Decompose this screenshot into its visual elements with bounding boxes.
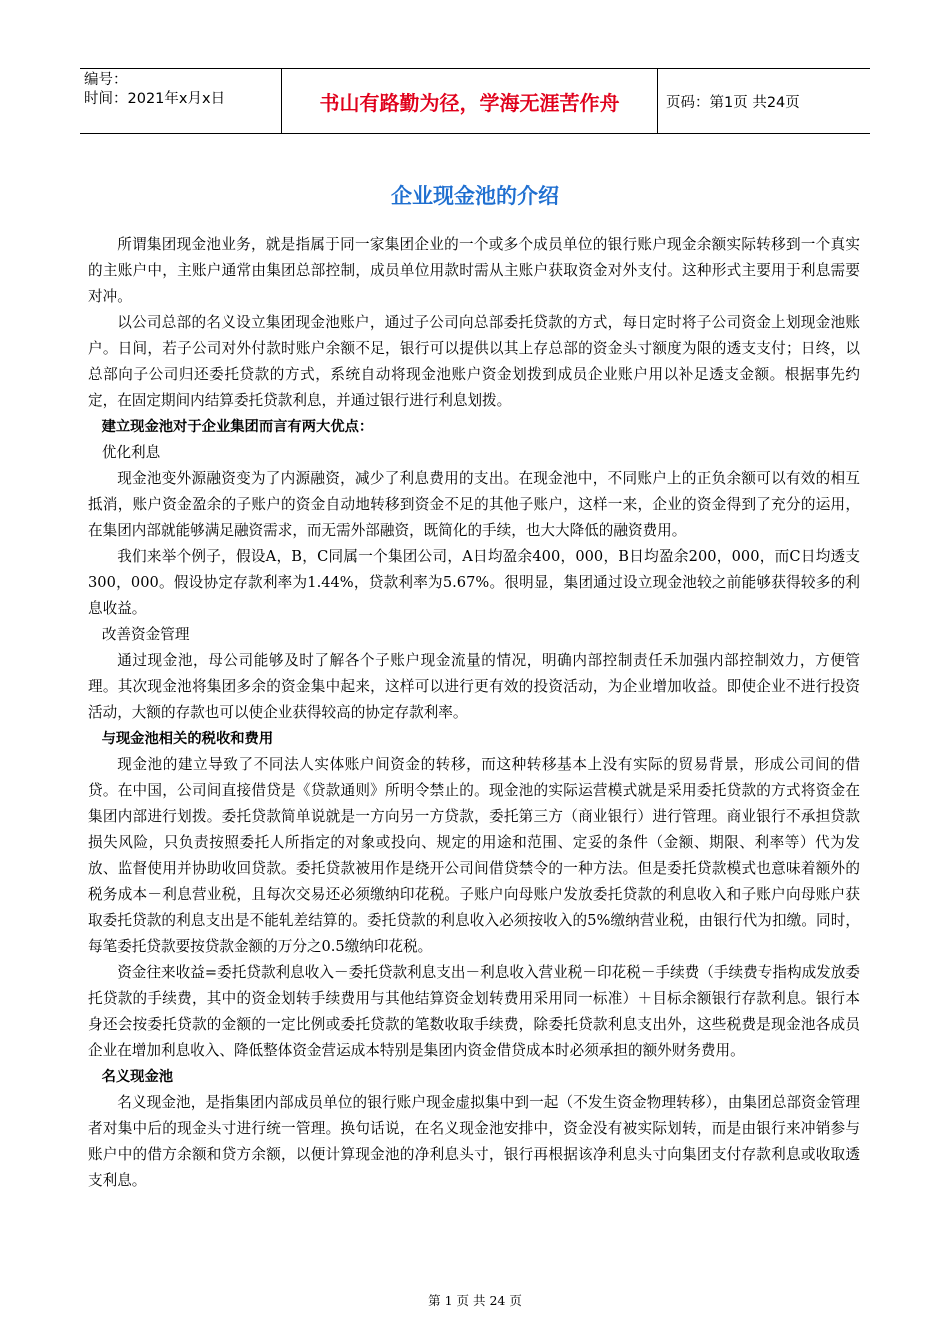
header-motto: 书山有路勤为径，学海无涯苦作舟 <box>282 69 658 133</box>
section-heading: 建立现金池对于企业集团而言有两大优点： <box>101 419 374 435</box>
paragraph: 名义现金池，是指集团内部成员单位的银行账户现金虚拟集中到一起（不发生资金物理转移），由集团总部资金管理者对集中后的现金头寸进行统一管理。换句话说，在名义现金池安排中，资金没有被实际划转，而是由银行来冲销参与账户中的借方余额和贷方余额，以便计算现金池的净利息头寸，银行再根据该净利息头寸向集团支付存款利息或收取透支利息。 <box>88 1094 860 1189</box>
document-title: 企业现金池的介绍 <box>391 184 559 208</box>
document-time-label: 时间：2021年x月x日 <box>84 91 226 107</box>
paragraph: 现金池变外源融资变为了内源融资，减少了利息费用的支出。在现金池中，不同账户上的正负余额可以有效的相互抵消，账户资金盈余的子账户的资金自动地转移到资金不足的其他子账户，这样一来，企业的资金得到了充分的运用，在集团内部就能够满足融资需求，而无需外部融资，既简化的手续，也大大降低的融资费用。 <box>88 470 860 539</box>
paragraph: 所谓集团现金池业务，就是指属于同一家集团企业的一个或多个成员单位的银行账户现金余额实际转移到一个真实的主账户中，主账户通常由集团总部控制，成员单位用款时需从主账户获取资金对外支付。这种形式主要用于利息需要对冲。 <box>88 236 860 305</box>
section-heading: 名义现金池 <box>101 1069 174 1085</box>
document-number-label: 编号： <box>84 72 128 88</box>
paragraph: 我们来举个例子，假设A，B，C同属一个集团公司，A日均盈余400，000，B日均盈余200，000，而C日均透支300，000。假设协定存款利率为1.44%，贷款利率为5.67%。很明显，集团通过设立现金池较之前能够获得较多的利息收益。 <box>88 548 860 617</box>
subsection-label: 改善资金管理 <box>101 626 190 643</box>
paragraph: 资金往来收益=委托贷款利息收入－委托贷款利息支出－利息收入营业税－印花税－手续费（手续费专指构成发放委托贷款的手续费，其中的资金划转手续费用与其他结算资金划转费用采用同一标准）＋目标余额银行存款利息。银行本身还会按委托贷款的金额的一定比例或委托贷款的笔数收取手续费，除委托贷款利息支出外，这些税费是现金池各成员企业在增加利息收入、降低整体资金营运成本特别是集团内资金借贷成本时必须承担的额外财务费用。 <box>88 964 860 1059</box>
paragraph: 现金池的建立导致了不同法人实体账户间资金的转移，而这种转移基本上没有实际的贸易背景，形成公司间的借贷。在中国，公司间直接借贷是《贷款通则》所明令禁止的。现金池的实际运营模式就是采用委托贷款的方式将资金在集团内部进行划拨。委托贷款简单说就是一方向另一方贷款，委托第三方（商业银行）进行管理。商业银行不承担贷款损失风险，只负责按照委托人所指定的对象或投向、规定的用途和范围、定妥的条件（金额、期限、利率等）代为发放、监督使用并协助收回贷款。委托贷款被用作是绕开公司间借贷禁令的一种方法。但是委托贷款模式也意味着额外的税务成本－利息营业税，且每次交易还必须缴纳印花税。子账户向母账户发放委托贷款的利息收入和子账户向母账户获取委托贷款的利息支出是不能轧差结算的。委托贷款的利息收入必须按收入的5%缴纳营业税，由银行代为扣缴。同时，每笔委托贷款要按贷款金额的万分之0.5缴纳印花税。 <box>88 756 860 955</box>
document-body <box>88 232 860 1194</box>
header-meta <box>80 69 282 133</box>
paragraph: 通过现金池，母公司能够及时了解各个子账户现金流量的情况，明确内部控制责任禾加强内部控制效力，方便管理。其次现金池将集团多余的资金集中起来，这样可以进行更有效的投资活动，为企业增加收益。即使企业不进行投资活动，大额的存款也可以使企业获得较高的协定存款利率。 <box>88 652 860 721</box>
page-header <box>80 68 870 134</box>
subsection-label: 优化利息 <box>101 444 161 461</box>
section-heading: 与现金池相关的税收和费用 <box>101 731 274 747</box>
page-footer: 第 1 页 共 24 页 <box>428 1293 522 1308</box>
header-page-info: 页码：第1页 共24页 <box>666 94 800 111</box>
paragraph: 以公司总部的名义设立集团现金池账户，通过子公司向总部委托贷款的方式，每日定时将子公司资金上划现金池账户。日间，若子公司对外付款时账户余额不足，银行可以提供以其上存总部的资金头寸额度为限的透支支付；日终，以总部向子公司归还委托贷款的方式，系统自动将现金池账户资金划拨到成员企业账户用以补足透支金额。根据事先约定，在固定期间内结算委托贷款利息，并通过银行进行利息划拨。 <box>88 314 860 409</box>
